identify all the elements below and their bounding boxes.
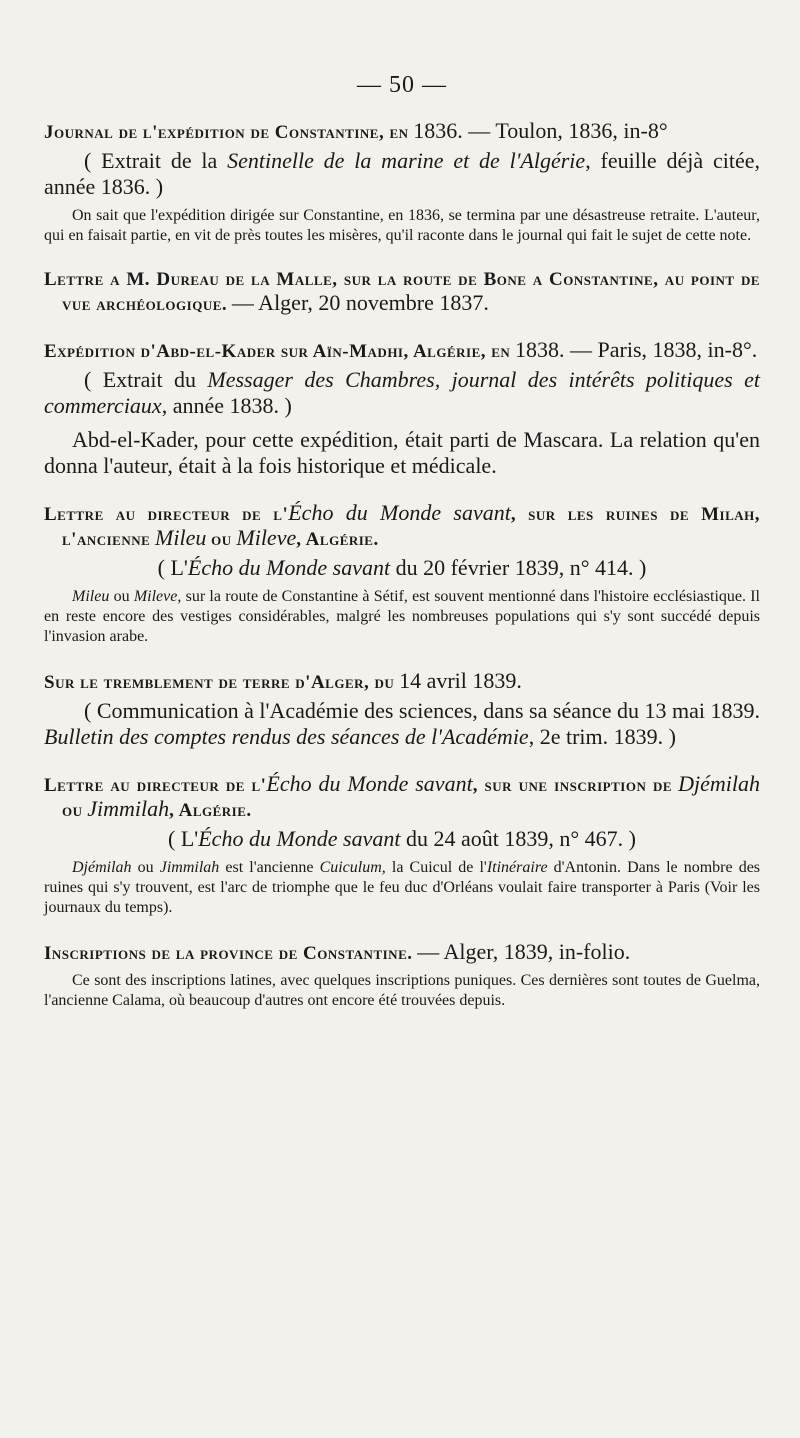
reference-text: ( L' xyxy=(168,826,199,851)
entry-title-italic: Écho du Monde savant xyxy=(288,500,511,525)
entry-title-smallcaps: Inscriptions de la province de Constantine. xyxy=(44,943,413,964)
entry-title xyxy=(44,772,760,822)
reference-text: du 20 février 1839, n° 414. ) xyxy=(390,555,647,580)
reference-text: du 24 août 1839, n° 467. ) xyxy=(400,826,636,851)
entry-title-smallcaps: Journal de l'expédition de Constantine, en xyxy=(44,122,409,143)
bibliography-entry-6 xyxy=(44,772,760,918)
entry-title-smallcaps: , Algérie. xyxy=(169,800,252,821)
entry-title xyxy=(44,268,760,316)
extract-text: ( Extrait du xyxy=(84,367,208,392)
entry-paragraph: Abd-el-Kader, pour cette expédition, était parti de Mascara. La relation qu'en donna l'auteur, était à la fois historique et médicale. xyxy=(44,427,760,478)
extract-italic: Messager des Chambres, journal des intérêts politiques et commerciaux xyxy=(44,367,760,418)
extract-text: ( Extrait de la xyxy=(84,148,228,173)
entry-note: On sait que l'expédition dirigée sur Constantine, en 1836, se termina par une désastreuse retraite. L'auteur, qui en faisait partie, en vit de près toutes les misères, qu'il raconte dans le journal qui fait le sujet de cette note. xyxy=(44,207,760,244)
entry-title-rest: 14 avril 1839. xyxy=(399,668,522,693)
entry-note: Ce sont des inscriptions latines, avec quelques inscriptions puniques. Ces dernières sont toutes de Guelma, l'ancienne Calama, où beaucoup d'autres ont encore été trouvées depuis. xyxy=(44,972,760,1009)
entry-reference xyxy=(44,555,760,581)
entry-title xyxy=(44,501,760,551)
entry-title xyxy=(44,940,760,965)
entry-title-smallcaps: Lettre au directeur de l' xyxy=(44,775,267,796)
entry-title-italic: Mileve xyxy=(236,525,297,550)
reference-italic: Écho du Monde savant xyxy=(187,555,391,580)
bibliography-entry-2 xyxy=(44,268,760,316)
entry-note xyxy=(44,587,760,647)
entry-title-italic: Mileu xyxy=(155,525,207,550)
page-number: — 50 — xyxy=(357,72,447,98)
note-italic: Mileu xyxy=(72,588,110,605)
entry-title-smallcaps: ou xyxy=(211,529,232,550)
extract-text: , année 1838. ) xyxy=(161,393,292,418)
reference-italic: Écho du Monde savant xyxy=(198,826,401,851)
entry-title-rest: 1838. — Paris, 1838, in-8°. xyxy=(515,337,758,362)
entry-title-rest: — Alger, 20 novembre 1837. xyxy=(231,290,489,315)
entry-title-smallcaps: Expédition d'Abd-el-Kader sur Aïn-Madhi, Algérie, en xyxy=(44,341,511,362)
entry-title-smallcaps: , sur une inscription de xyxy=(472,775,673,796)
note-italic: Cuiculum, xyxy=(319,859,386,876)
note-text: d'Antonin. Dans le nombre des ruines qui s'y trouvent, est l'arc de triomphe que le feu duc d'Orléans voulait faire transporter à Paris (Voir les journaux du temps). xyxy=(44,859,761,916)
extract-italic: Sentinelle de la marine et de l'Algérie xyxy=(227,148,586,173)
reference-text: ( L' xyxy=(157,555,188,580)
extract-italic: Bulletin des comptes rendus des séances de l'Académie xyxy=(44,724,529,749)
bibliography-entry-4 xyxy=(44,501,760,647)
entry-note xyxy=(44,858,760,918)
entry-title-smallcaps: , sur les ruines de Milah, l'ancienne xyxy=(62,504,761,550)
entry-reference xyxy=(44,826,760,852)
bibliography-entry-5 xyxy=(44,669,760,750)
note-italic: Itinéraire xyxy=(486,859,548,876)
note-text: la Cuicul de l' xyxy=(385,859,487,876)
entry-title-smallcaps: ou xyxy=(62,800,83,821)
note-text: ou xyxy=(109,588,134,605)
entry-title-italic: Djémilah xyxy=(678,771,760,796)
note-italic: Mileve xyxy=(133,588,178,605)
entry-title-smallcaps: Sur le tremblement de terre d'Alger, du xyxy=(44,672,395,693)
note-italic: Djémilah xyxy=(72,859,132,876)
entry-title-smallcaps: Lettre au directeur de l' xyxy=(44,504,289,525)
entry-title-italic: Écho du Monde savant xyxy=(266,771,473,796)
entry-extract xyxy=(44,148,760,200)
entry-title xyxy=(44,119,760,144)
extract-text: ( Communication à l'Académie des sciences, dans sa séance du 13 mai 1839. xyxy=(84,698,760,723)
note-text: , sur la route de Constantine à Sétif, est souvent mentionné dans l'histoire ecclésiastique. Il en reste encore des vestiges considérables, malgré les nombreuses populations qui s'y sont succédé depuis l'invasion arabe. xyxy=(44,588,761,645)
note-text: est l'ancienne xyxy=(219,859,320,876)
entry-title xyxy=(44,669,760,694)
bibliography-entry-7 xyxy=(44,940,760,1011)
note-text: ou xyxy=(131,859,160,876)
note-italic: Jimmilah xyxy=(159,859,220,876)
extract-text: , feuille déjà citée, année 1836. ) xyxy=(44,148,760,199)
entry-title-smallcaps: Lettre a M. Dureau de la Malle, sur la route de Bone a Constantine, au point de vue archéologique. xyxy=(44,269,760,315)
entry-title-italic: Jimmilah xyxy=(87,796,170,821)
bibliography-entry-3 xyxy=(44,338,760,479)
bibliography-entry-1 xyxy=(44,119,760,246)
entry-title-rest: — Alger, 1839, in-folio. xyxy=(417,939,631,964)
entry-title xyxy=(44,338,760,363)
entry-extract xyxy=(44,698,760,750)
entry-title-smallcaps: , Algérie. xyxy=(296,529,379,550)
document-page xyxy=(44,72,760,1033)
entry-extract xyxy=(44,367,760,419)
extract-text: , 2e trim. 1839. ) xyxy=(528,724,676,749)
entry-title-rest: 1836. — Toulon, 1836, in-8° xyxy=(413,118,668,143)
